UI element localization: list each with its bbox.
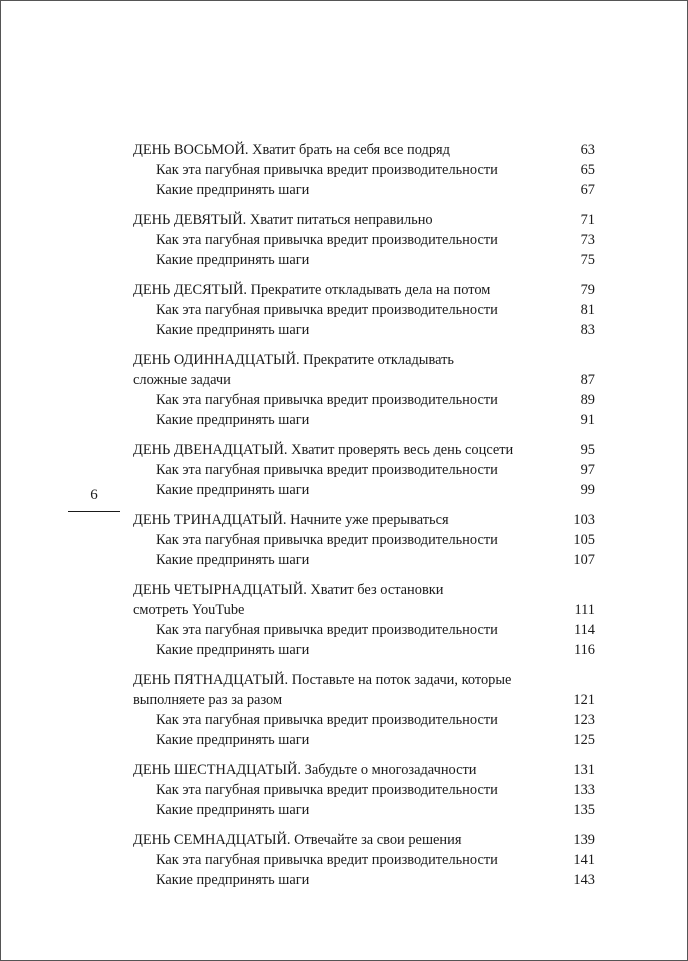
- subsection-page: 91: [580, 412, 595, 428]
- subsection-page: 65: [580, 162, 595, 178]
- subsection-title: Какие предпринять шаги: [156, 872, 310, 888]
- chapter-page: 139: [573, 832, 595, 848]
- chapter-page: 95: [580, 442, 595, 458]
- subsection-title: Какие предпринять шаги: [156, 642, 310, 658]
- chapter-row: [133, 210, 595, 230]
- subsection-row: [133, 160, 595, 180]
- table-of-contents: [133, 140, 595, 900]
- subsection-page: 75: [580, 252, 595, 268]
- page-number: 6: [90, 487, 98, 503]
- subsection-row: [133, 640, 595, 660]
- subsection-page: 73: [580, 232, 595, 248]
- subsection-row: [133, 870, 595, 890]
- toc-chapter: [133, 510, 595, 570]
- subsection-row: [133, 550, 595, 570]
- page-number-rule: [68, 511, 120, 512]
- chapter-title: ДЕНЬ ДЕСЯТЫЙ. Прекратите откладывать дела на потом: [133, 282, 491, 298]
- chapter-row: [133, 280, 595, 300]
- subsection-row: [133, 230, 595, 250]
- chapter-title: ДЕНЬ ТРИНАДЦАТЫЙ. Начните уже прерываться: [133, 512, 449, 528]
- chapter-title-line1: ДЕНЬ ЧЕТЫРНАДЦАТЫЙ. Хватит без остановки: [133, 582, 444, 598]
- toc-chapter: [133, 280, 595, 340]
- chapter-page: 111: [574, 602, 595, 618]
- subsection-row: [133, 410, 595, 430]
- subsection-row: [133, 730, 595, 750]
- subsection-title: Как эта пагубная привычка вредит производительности: [156, 302, 498, 318]
- chapter-page: 71: [580, 212, 595, 228]
- subsection-page: 99: [580, 482, 595, 498]
- chapter-page: 131: [573, 762, 595, 778]
- chapter-title-line1: ДЕНЬ ОДИННАДЦАТЫЙ. Прекратите откладывать: [133, 352, 454, 368]
- toc-chapter: [133, 830, 595, 890]
- subsection-page: 67: [580, 182, 595, 198]
- subsection-page: 107: [573, 552, 595, 568]
- chapter-row: [133, 760, 595, 780]
- subsection-title: Какие предпринять шаги: [156, 552, 310, 568]
- subsection-page: 133: [573, 782, 595, 798]
- subsection-row: [133, 460, 595, 480]
- chapter-page: 121: [573, 692, 595, 708]
- chapter-title: ДЕНЬ ДЕВЯТЫЙ. Хватит питаться неправильно: [133, 212, 433, 228]
- subsection-row: [133, 320, 595, 340]
- subsection-row: [133, 390, 595, 410]
- chapter-page: 63: [580, 142, 595, 158]
- chapter-row: [133, 600, 595, 620]
- subsection-title: Какие предпринять шаги: [156, 802, 310, 818]
- subsection-page: 143: [573, 872, 595, 888]
- subsection-title: Как эта пагубная привычка вредит производительности: [156, 852, 498, 868]
- subsection-page: 97: [580, 462, 595, 478]
- chapter-row: [133, 140, 595, 160]
- chapter-title: ДЕНЬ ВОСЬМОЙ. Хватит брать на себя все подряд: [133, 142, 450, 158]
- subsection-title: Какие предпринять шаги: [156, 322, 310, 338]
- toc-chapter: [133, 580, 595, 660]
- subsection-page: 123: [573, 712, 595, 728]
- subsection-title: Как эта пагубная привычка вредит производительности: [156, 712, 498, 728]
- subsection-page: 116: [573, 642, 595, 658]
- subsection-row: [133, 250, 595, 270]
- chapter-row: [133, 830, 595, 850]
- subsection-row: [133, 620, 595, 640]
- chapter-page: 103: [573, 512, 595, 528]
- subsection-title: Какие предпринять шаги: [156, 732, 310, 748]
- subsection-page: 89: [580, 392, 595, 408]
- subsection-page: 141: [573, 852, 595, 868]
- subsection-page: 81: [580, 302, 595, 318]
- subsection-title: Как эта пагубная привычка вредит производительности: [156, 232, 498, 248]
- subsection-row: [133, 780, 595, 800]
- subsection-page: 105: [573, 532, 595, 548]
- subsection-row: [133, 800, 595, 820]
- subsection-row: [133, 300, 595, 320]
- chapter-title-line2: выполняете раз за разом: [133, 692, 283, 708]
- chapter-row: [133, 690, 595, 710]
- subsection-title: Как эта пагубная привычка вредит производительности: [156, 532, 498, 548]
- toc-chapter: [133, 760, 595, 820]
- subsection-title: Как эта пагубная привычка вредит производительности: [156, 392, 498, 408]
- subsection-title: Какие предпринять шаги: [156, 412, 310, 428]
- subsection-title: Как эта пагубная привычка вредит производительности: [156, 462, 498, 478]
- subsection-row: [133, 850, 595, 870]
- toc-chapter: [133, 210, 595, 270]
- subsection-title: Какие предпринять шаги: [156, 482, 310, 498]
- chapter-page: 79: [580, 282, 595, 298]
- toc-chapter: [133, 440, 595, 500]
- chapter-title: ДЕНЬ ДВЕНАДЦАТЫЙ. Хватит проверять весь день соцсети: [133, 442, 514, 458]
- chapter-title: ДЕНЬ СЕМНАДЦАТЫЙ. Отвечайте за свои решения: [133, 832, 462, 848]
- subsection-page: 114: [573, 622, 595, 638]
- chapter-title-line2: сложные задачи: [133, 372, 231, 388]
- toc-chapter: [133, 350, 595, 430]
- subsection-page: 83: [580, 322, 595, 338]
- subsection-title: Какие предпринять шаги: [156, 182, 310, 198]
- subsection-title: Как эта пагубная привычка вредит производительности: [156, 622, 498, 638]
- subsection-title: Как эта пагубная привычка вредит производительности: [156, 162, 498, 178]
- subsection-row: [133, 710, 595, 730]
- chapter-title-line1: ДЕНЬ ПЯТНАДЦАТЫЙ. Поставьте на поток задачи, которые: [133, 672, 512, 688]
- subsection-title: Какие предпринять шаги: [156, 252, 310, 268]
- chapter-title: ДЕНЬ ШЕСТНАДЦАТЫЙ. Забудьте о многозадачности: [133, 762, 477, 778]
- chapter-page: 87: [580, 372, 595, 388]
- chapter-title-line2: смотреть YouTube: [133, 602, 245, 618]
- subsection-page: 135: [573, 802, 595, 818]
- subsection-page: 125: [573, 732, 595, 748]
- chapter-row: [133, 510, 595, 530]
- subsection-row: [133, 480, 595, 500]
- chapter-row: [133, 370, 595, 390]
- chapter-row: [133, 440, 595, 460]
- toc-chapter: [133, 670, 595, 750]
- toc-chapter: [133, 140, 595, 200]
- subsection-title: Как эта пагубная привычка вредит производительности: [156, 782, 498, 798]
- subsection-row: [133, 180, 595, 200]
- subsection-row: [133, 530, 595, 550]
